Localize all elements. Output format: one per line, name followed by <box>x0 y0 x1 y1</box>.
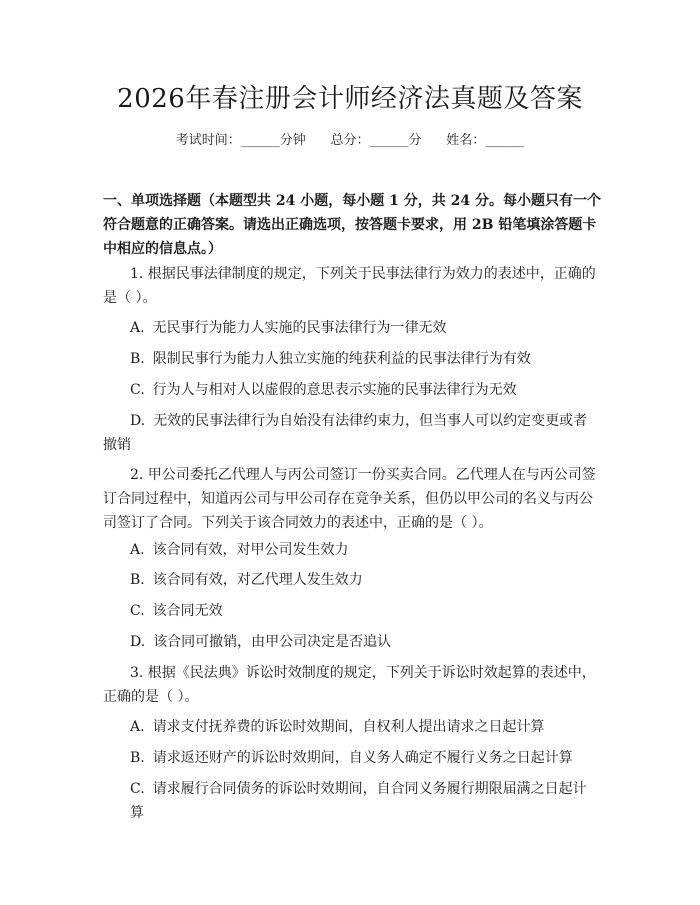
option-item <box>130 777 600 825</box>
option-label: D. <box>130 413 146 429</box>
exam-info-line: 考试时间：______分钟 总分：______分 姓名：______ <box>175 133 525 148</box>
option-text: 请求支付抚养费的诉讼时效期间，自权利人提出请求之日起计算 <box>152 719 545 735</box>
option-item <box>103 409 599 457</box>
option-text: 该合同有效，对甲公司发生效力 <box>152 542 349 558</box>
question-stem: 1. 根据民事法律制度的规定，下列关于民事法律行为效力的表述中，正确的是（ ）。 <box>103 266 596 306</box>
option-text: 该合同可撤销，由甲公司决定是否追认 <box>153 634 392 650</box>
section-heading: 一、单项选择题（本题型共 24 小题，每小题 1 分，共 24 分。每小题只有一个符合题意的正确答案。请选出正确选项，按答题卡要求，用 2B 铅笔填涂答题卡中相应的信息点。） <box>103 193 601 257</box>
option-label: B. <box>130 750 145 766</box>
option-item <box>130 568 600 592</box>
option-item <box>130 599 600 623</box>
option-text: 无效的民事法律行为自始没有法律约束力，但当事人可以约定变更或者撤销 <box>103 413 588 453</box>
exam-title: 2026年春注册会计师经济法真题及答案 <box>117 84 583 114</box>
option-item <box>130 316 600 340</box>
option-label: A. <box>130 320 145 336</box>
option-label: C. <box>130 603 145 619</box>
option-item <box>130 347 600 371</box>
option-text: 请求返还财产的诉讼时效期间，自义务人确定不履行义务之日起计算 <box>152 750 573 766</box>
option-label: B. <box>130 572 145 588</box>
option-text: 该合同无效 <box>152 603 223 619</box>
option-item <box>130 378 600 402</box>
option-text: 限制民事行为能力人独立实施的纯获利益的民事法律行为有效 <box>152 351 531 367</box>
option-text: 该合同有效，对乙代理人发生效力 <box>152 572 363 588</box>
question-stem: 3. 根据《民法典》诉讼时效制度的规定，下列关于诉讼时效起算的表述中，正确的是（ ）。 <box>103 665 596 705</box>
option-label: D. <box>130 634 146 650</box>
option-label: A. <box>130 542 145 558</box>
option-label: B. <box>130 351 145 367</box>
option-item <box>130 746 600 770</box>
option-item <box>130 538 600 562</box>
option-label: C. <box>130 781 145 797</box>
option-text: 无民事行为能力人实施的民事法律行为一律无效 <box>152 320 447 336</box>
option-label: A. <box>130 719 145 735</box>
option-label: C. <box>130 382 145 398</box>
question-stem: 2. 甲公司委托乙代理人与丙公司签订一份买卖合同。乙代理人在与丙公司签订合同过程中，知道丙公司与甲公司存在竞争关系，但仍以甲公司的名义与丙公司签订了合同。下列关于该合同效力的表述中，正确的是（ ）。 <box>103 467 596 531</box>
option-item <box>130 715 600 739</box>
option-text: 请求履行合同债务的诉讼时效期间，自合同义务履行期限届满之日起计算 <box>130 781 587 821</box>
option-item <box>130 630 600 654</box>
option-text: 行为人与相对人以虚假的意思表示实施的民事法律行为无效 <box>152 382 517 398</box>
